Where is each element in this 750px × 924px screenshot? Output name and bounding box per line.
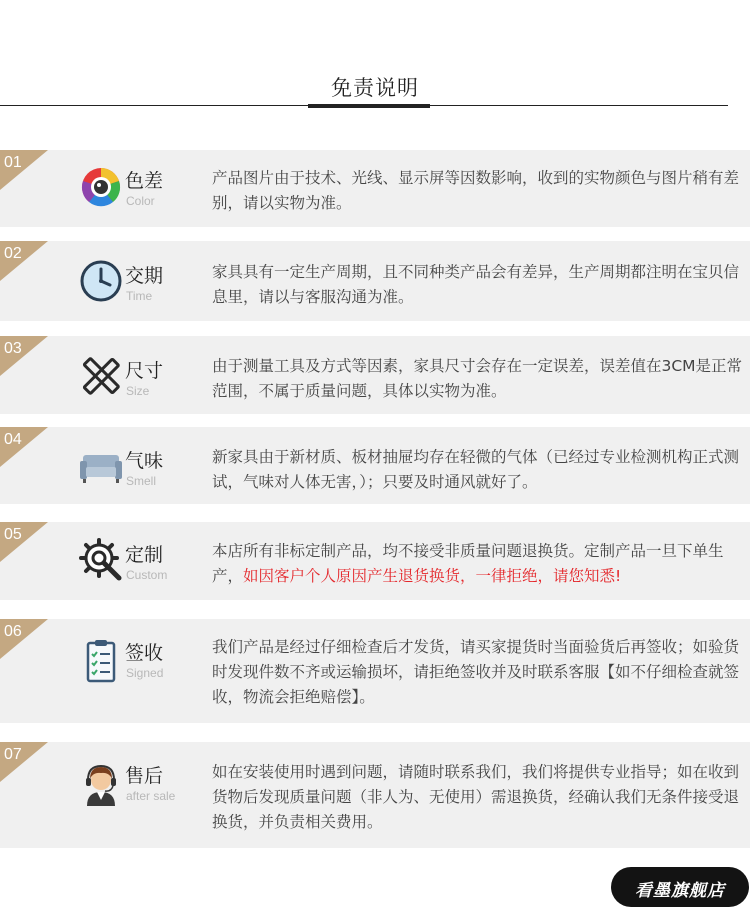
shop-logo-badge[interactable]: [611, 867, 749, 907]
item-label: 尺寸: [125, 360, 164, 382]
shop-name: 看墨旗舰店: [635, 881, 725, 901]
item-label: 定制: [125, 544, 164, 566]
clipboard-icon: [79, 639, 123, 683]
gear-search-icon: [79, 538, 123, 582]
item-description: [212, 539, 747, 589]
item-number: 07: [4, 746, 22, 763]
headset-agent-icon: [79, 762, 123, 806]
item-description: 由于测量工具及方式等因素，家具尺寸会存在一定误差，误差值在3CM是正常范围，不属于质量问题，具体以实物为准。: [212, 357, 743, 400]
disclaimer-item-smell: [0, 427, 750, 504]
item-description: 产品图片由于技术、光线、显示屏等因数影响，收到的实物颜色与图片稍有差别，请以实物为准。: [212, 169, 740, 212]
item-number: 05: [4, 526, 22, 543]
disclaimer-item-after-sale: [0, 742, 750, 848]
item-label: 售后: [125, 765, 164, 787]
item-description: 如在安装使用时遇到问题，请随时联系我们，我们将提供专业指导；如在收到货物后发现质量问题（非人为、无使用）需退换货，经确认我们无条件接受退换货，并负责相关费用。: [212, 763, 740, 831]
item-sublabel: Signed: [126, 666, 164, 680]
item-number: 06: [4, 623, 22, 640]
disclaimer-item-signed: [0, 619, 750, 723]
item-number: 04: [4, 431, 22, 448]
disclaimer-item-time: [0, 241, 750, 321]
disclaimer-item-size: [0, 336, 750, 414]
title-underline: [308, 104, 430, 108]
item-sublabel: Smell: [126, 474, 157, 488]
disclaimer-item-color: [0, 150, 750, 227]
sofa-icon: [79, 445, 123, 489]
item-sublabel: after sale: [126, 789, 176, 803]
ruler-pencil-icon: [79, 354, 123, 398]
item-sublabel: Time: [126, 289, 153, 303]
item-label: 气味: [125, 450, 164, 472]
item-description: 我们产品是经过仔细检查后才发货，请买家提货时当面验货后再签收；如验货时发现件数不齐或运输损坏，请拒绝签收并及时联系客服【如不仔细检查就签收，物流会拒绝赔偿】。: [212, 638, 740, 706]
disclaimer-item-custom: [0, 522, 750, 600]
item-sublabel: Color: [126, 194, 155, 208]
description-text: 本店所有非标定制产品，均不接受非质量问题退换货。定制产品一旦下单生产，: [212, 542, 724, 585]
item-number: 03: [4, 340, 22, 357]
item-label: 签收: [125, 642, 164, 664]
item-label: 色差: [125, 170, 164, 192]
item-sublabel: Custom: [126, 568, 168, 582]
page-title: 免责说明: [331, 76, 419, 100]
warning-text: 如因客户个人原因产生退货换货，一律拒绝，请您知悉!: [243, 567, 622, 585]
clock-icon: [79, 259, 123, 303]
color-wheel-icon: [79, 165, 123, 209]
item-number: 01: [4, 154, 22, 171]
item-description: 家具具有一定生产周期，且不同种类产品会有差异，生产周期都注明在宝贝信息里，请以与客服沟通为准。: [212, 263, 740, 306]
item-number: 02: [4, 245, 22, 262]
item-label: 交期: [125, 265, 164, 287]
item-sublabel: Size: [126, 384, 150, 398]
item-description: 新家具由于新材质、板材抽屉均存在轻微的气体（已经过专业检测机构正式测试，气味对人体无害，）；只要及时通风就好了。: [212, 448, 740, 491]
